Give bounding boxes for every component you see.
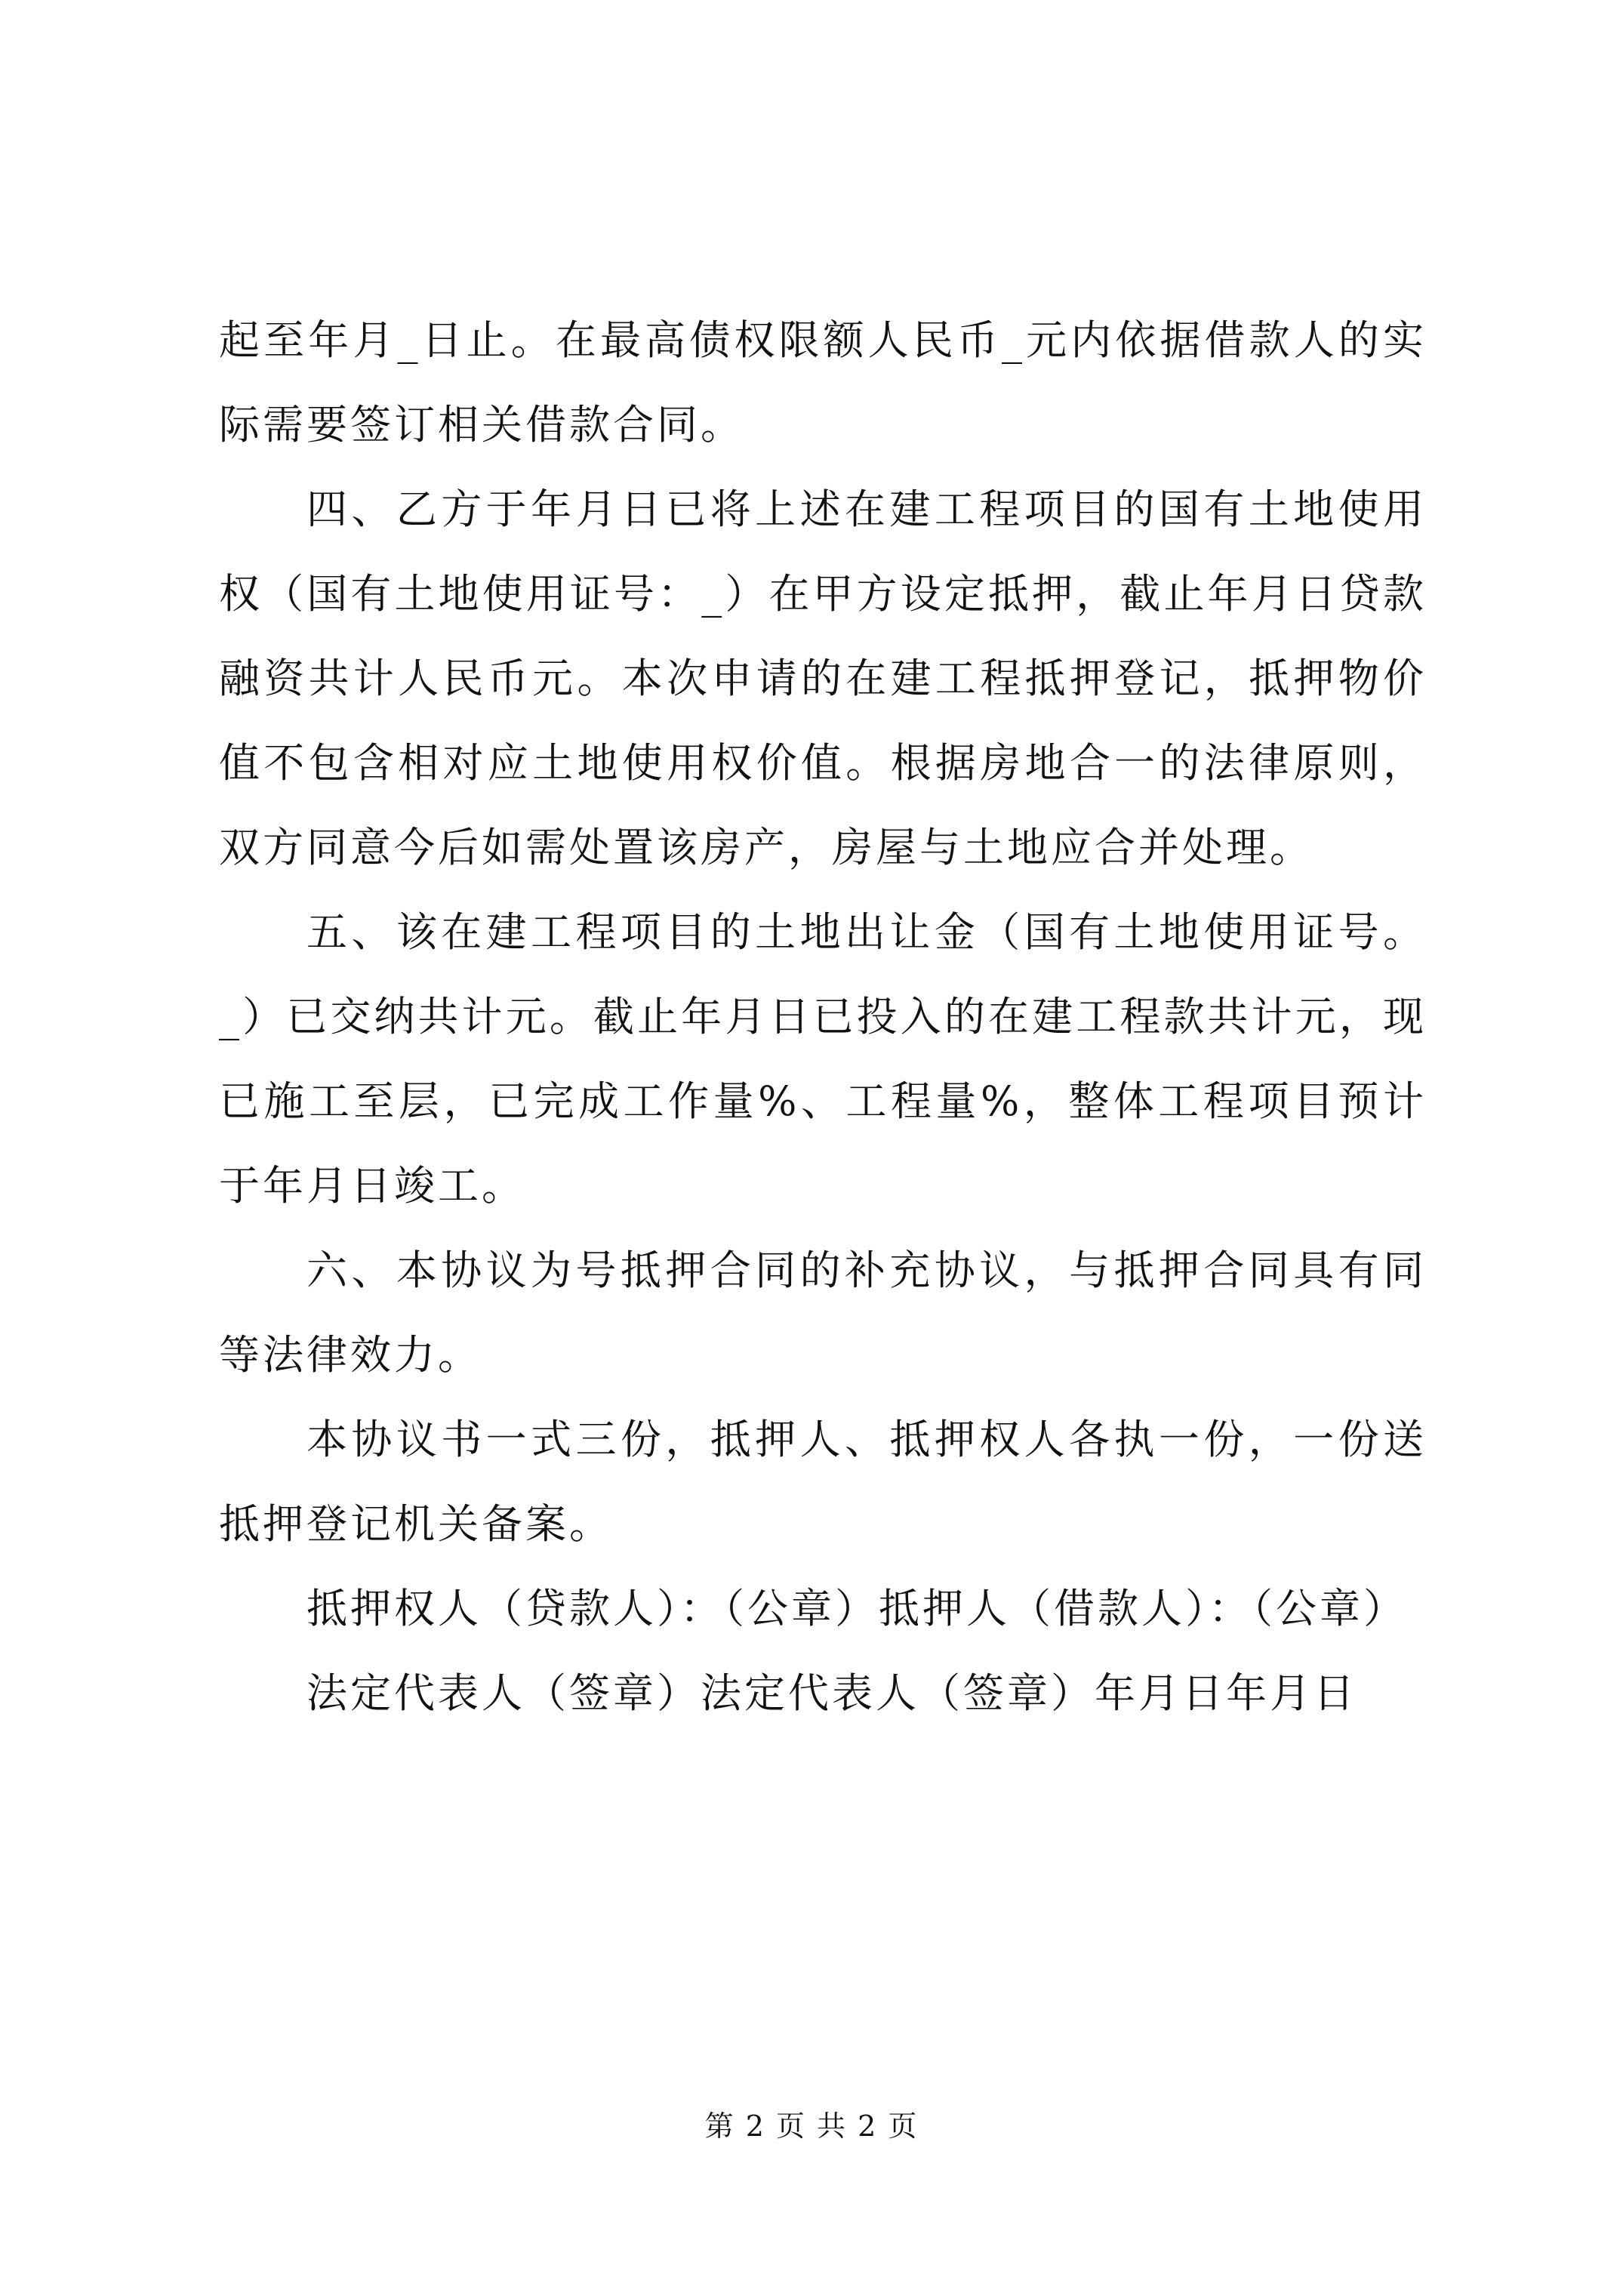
document-body xyxy=(219,298,1427,1736)
page-footer: 第 2 页 共 2 页 xyxy=(704,2110,919,2143)
paragraph-continuation: 起至年月_日止。在最高债权限额人民币_元内依据借款人的实际需要签订相关借款合同。 xyxy=(219,316,1427,448)
paragraph-clause-four: 四、乙方于年月日已将上述在建工程项目的国有土地使用权（国有土地使用证号：_）在甲方设定抵押，截止年月日贷款融资共计人民币元。本次申请的在建工程抵押登记，抵押物价值不包含相对应土地使用权价值。根据房地合一的法律原则，双方同意今后如需处置该房产，房屋与土地应合并处理。 xyxy=(219,485,1427,871)
signature-line-parties: 抵押权人（贷款人）：（公章）抵押人（借款人）：（公章） xyxy=(306,1585,1407,1632)
paragraph-clause-five: 五、该在建工程项目的土地出让金（国有土地使用证号。_）已交纳共计元。截止年月日已投入的在建工程款共计元，现已施工至层，已完成工作量%、工程量%，整体工程项目预计于年月日竣工。 xyxy=(219,908,1427,1210)
paragraph-copies: 本协议书一式三份，抵押人、抵押权人各执一份，一份送抵押登记机关备案。 xyxy=(219,1416,1427,1548)
signature-line-representatives: 法定代表人（签章）法定代表人（签章）年月日年月日 xyxy=(306,1669,1357,1717)
paragraph-clause-six: 六、本协议为号抵押合同的补充协议，与抵押合同具有同等法律效力。 xyxy=(219,1247,1427,1379)
